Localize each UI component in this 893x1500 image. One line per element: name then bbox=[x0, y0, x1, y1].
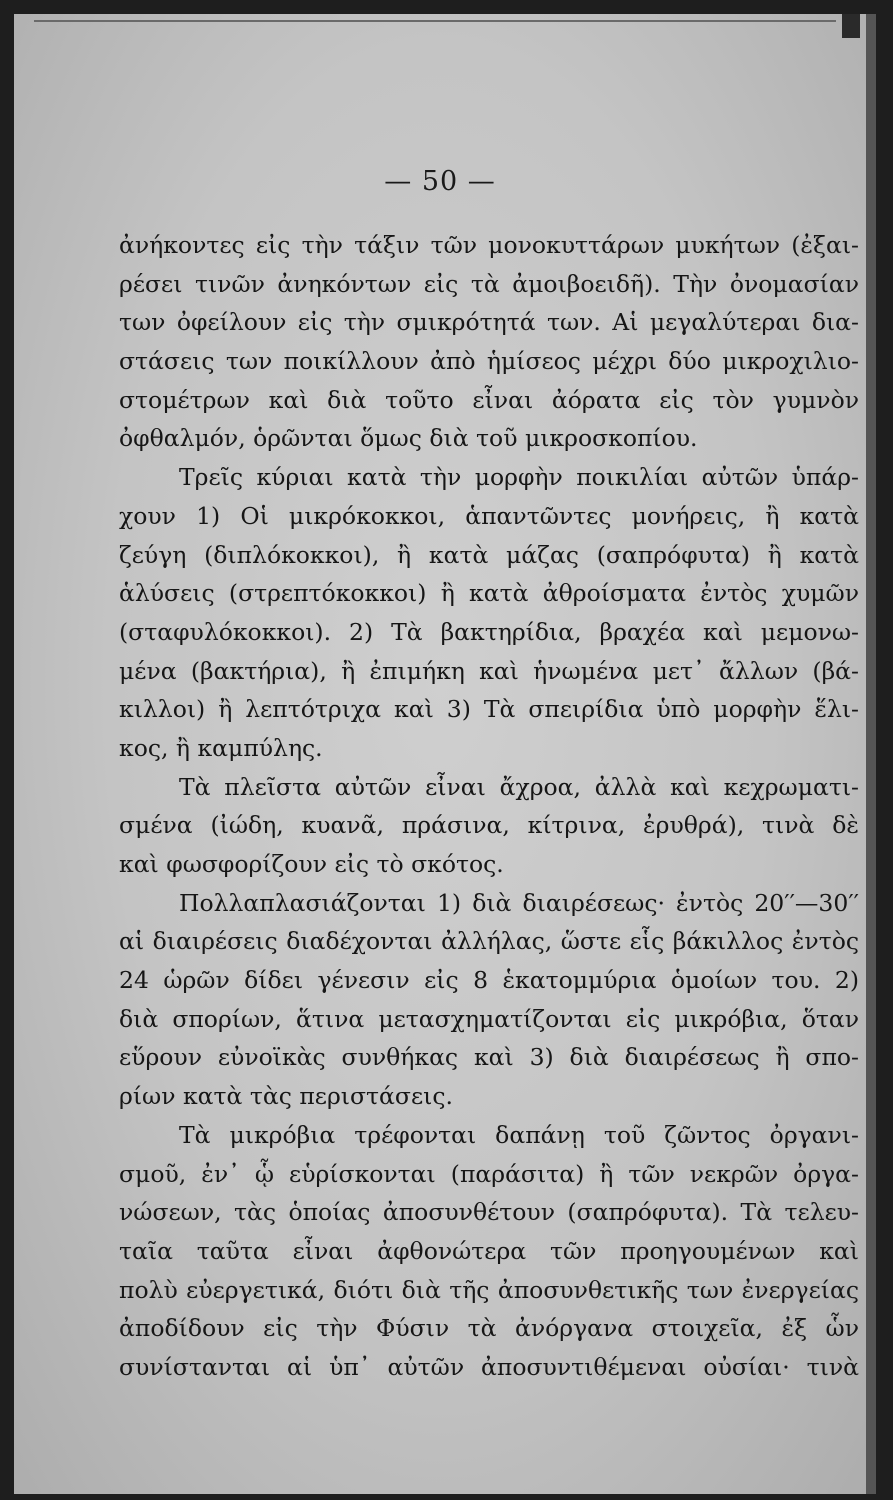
text-line: 24 ὡρῶν δίδει γένεσιν εἰς 8 ἑκατομμύρια ὁμοίων του. 2) bbox=[119, 966, 859, 995]
text-line: συνίστανται αἱ ὑπ᾿ αὐτῶν ἀποσυντιθέμεναι οὐσίαι· τινὰ bbox=[119, 1352, 859, 1381]
text-line: αἱ διαιρέσεις διαδέχονται ἀλλήλας, ὥστε εἷς βάκιλλος ἐντὸς bbox=[119, 927, 859, 956]
text-line: σμένα (ἰώδη, κυανᾶ, πράσινα, κίτρινα, ἐρυθρά), τινὰ δὲ bbox=[119, 811, 859, 840]
page-top-edge bbox=[34, 20, 836, 22]
text-line: καὶ φωσφορίζουν εἰς τὸ σκότος. bbox=[119, 850, 504, 878]
text-line: σμοῦ, ἐν᾿ ᾧ εὑρίσκονται (παράσιτα) ἢ τῶν νεκρῶν ὀργα- bbox=[119, 1159, 859, 1188]
text-line: διὰ σπορίων, ἅτινα μετασχηματίζονται εἰς μικρόβια, ὅταν bbox=[119, 1004, 859, 1033]
text-line: ρίων κατὰ τὰς περιστάσεις. bbox=[119, 1082, 453, 1111]
body-text bbox=[119, 226, 859, 1387]
text-line: ζεύγη (διπλόκοκκοι), ἢ κατὰ μάζας (σαπρόφυτα) ἢ κατὰ bbox=[119, 540, 859, 569]
text-line: Τρεῖς κύριαι κατὰ τὴν μορφὴν ποικιλίαι αὐτῶν ὑπάρ- bbox=[179, 463, 859, 492]
text-line: ἁλύσεις (στρεπτόκοκκοι) ἢ κατὰ ἀθροίσματα ἐντὸς χυμῶν bbox=[119, 579, 859, 608]
text-line: Πολλαπλασιάζονται 1) διὰ διαιρέσεως· ἐντὸς 20′′—30′′ bbox=[179, 888, 859, 917]
page-number: — 50 — bbox=[384, 166, 496, 197]
book-page bbox=[14, 14, 876, 1494]
text-line: ἀνήκοντες εἰς τὴν τάξιν τῶν μονοκυττάρων μυκήτων (ἐξαι- bbox=[119, 231, 859, 259]
text-line: των ὀφείλουν εἰς τὴν σμικρότητά των. Αἱ μεγαλύτεραι δια- bbox=[119, 308, 859, 337]
text-line: στάσεις των ποικίλλουν ἀπὸ ἡμίσεος μέχρι δύο μικροχιλιο- bbox=[119, 347, 859, 376]
text-line: πολὺ εὐεργετικά, διότι διὰ τῆς ἀποσυνθετικῆς των ἐνεργείας bbox=[119, 1275, 859, 1304]
text-line: χουν 1) Οἱ μικρόκοκκοι, ἁπαντῶντες μονήρεις, ἢ κατὰ bbox=[119, 501, 859, 530]
text-line: ταῖα ταῦτα εἶναι ἀφθονώτερα τῶν προηγουμένων καὶ bbox=[119, 1236, 859, 1265]
page-corner-tab bbox=[842, 14, 860, 38]
text-line: νώσεων, τὰς ὁποίας ἀποσυνθέτουν (σαπρόφυτα). Τὰ τελευ- bbox=[119, 1198, 859, 1227]
text-line: στομέτρων καὶ διὰ τοῦτο εἶναι ἀόρατα εἰς τὸν γυμνὸν bbox=[119, 385, 859, 414]
text-line: κιλλοι) ἢ λεπτότριχα καὶ 3) Τὰ σπειρίδια ὑπὸ μορφὴν ἕλι- bbox=[119, 695, 859, 724]
text-line: ὀφθαλμόν, ὁρῶνται ὅμως διὰ τοῦ μικροσκοπίου. bbox=[119, 424, 698, 453]
text-line: μένα (βακτήρια), ἢ ἐπιμήκη καὶ ἡνωμένα μετ᾿ ἄλλων (βά- bbox=[119, 656, 859, 685]
text-line: ἀποδίδουν εἰς τὴν Φύσιν τὰ ἀνόργανα στοιχεῖα, ἐξ ὧν bbox=[119, 1314, 859, 1343]
text-line: (σταφυλόκοκκοι). 2) Τὰ βακτηρίδια, βραχέα καὶ μεμονω- bbox=[119, 617, 859, 646]
text-line: εὕρουν εὐνοϊκὰς συνθήκας καὶ 3) διὰ διαιρέσεως ἢ σπο- bbox=[119, 1043, 859, 1072]
text-line: ρέσει τινῶν ἀνηκόντων εἰς τὰ ἀμοιβοειδῆ). Τὴν ὀνομασίαν bbox=[119, 269, 859, 298]
text-line: κος, ἢ καμπύλης. bbox=[119, 733, 323, 762]
text-line: Τὰ μικρόβια τρέφονται δαπάνῃ τοῦ ζῶντος ὀργανι- bbox=[179, 1120, 859, 1149]
text-line: Τὰ πλεῖστα αὐτῶν εἶναι ἄχροα, ἀλλὰ καὶ κεχρωματι- bbox=[179, 772, 859, 801]
